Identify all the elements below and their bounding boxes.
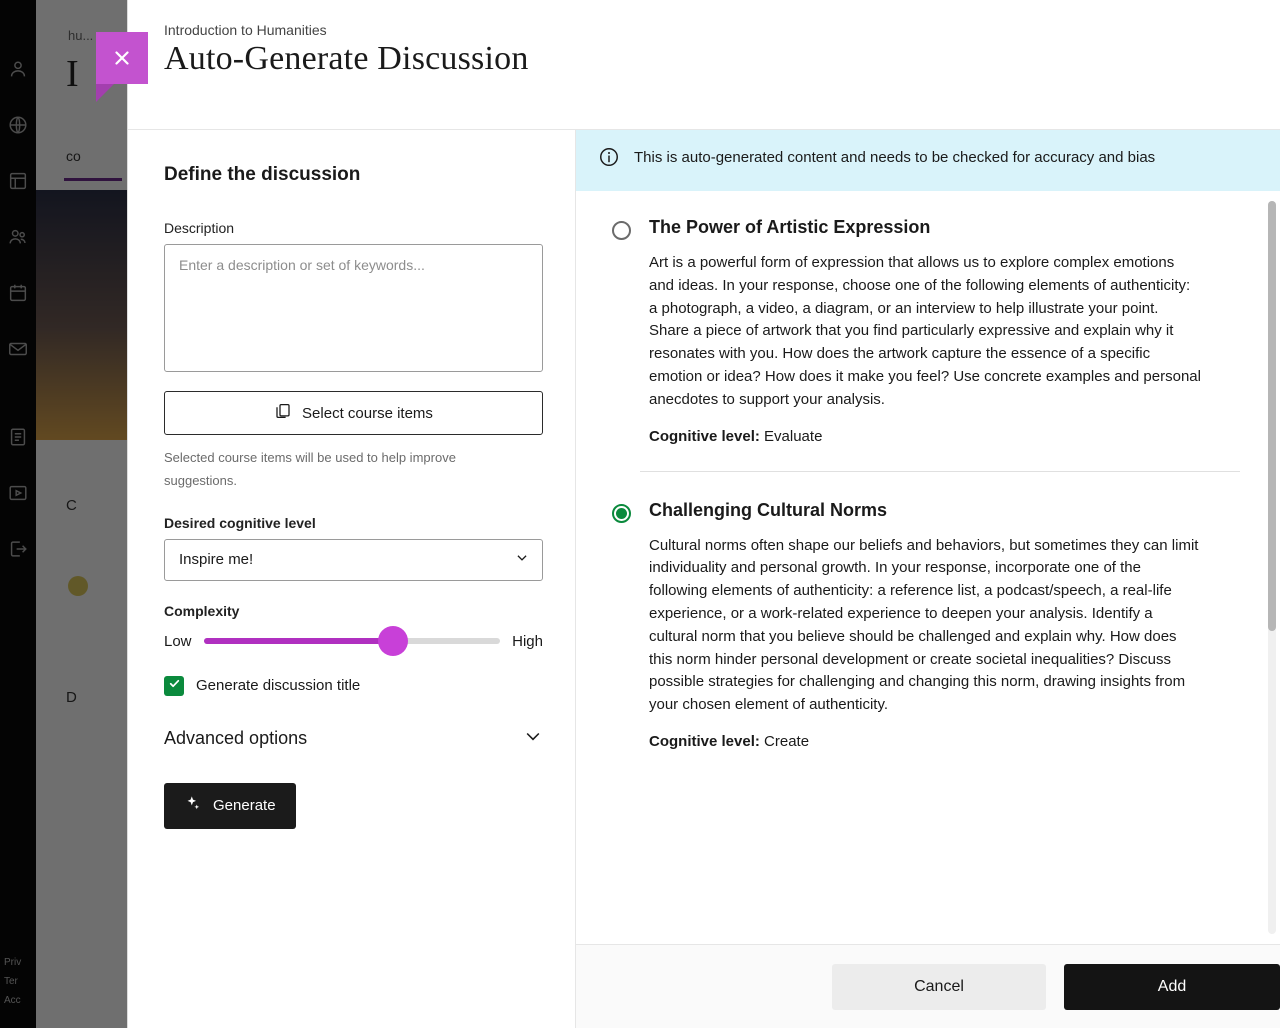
complexity-slider-fill — [204, 638, 394, 644]
check-icon — [168, 677, 181, 695]
auto-generated-notice — [576, 130, 1280, 191]
suggestions-panel — [576, 130, 1280, 1028]
chevron-down-icon — [523, 726, 543, 751]
generate-title-checkbox-row[interactable] — [164, 676, 539, 696]
modal-footer — [576, 944, 1280, 1028]
panel-heading: Define the discussion — [164, 164, 361, 185]
modal-header — [128, 0, 1280, 130]
advanced-options-label: Advanced options — [164, 727, 308, 748]
copy-icon — [274, 402, 292, 424]
generate-button-label: Generate — [213, 797, 276, 815]
description-input[interactable] — [164, 244, 543, 372]
list-item[interactable] — [612, 217, 1240, 471]
modal-body — [128, 130, 1280, 1028]
complexity-slider-thumb[interactable] — [378, 626, 408, 656]
close-button[interactable] — [96, 32, 148, 84]
scrollbar-thumb[interactable] — [1268, 201, 1276, 631]
generate-button[interactable] — [164, 783, 296, 829]
suggestion-radio-selected[interactable] — [612, 504, 631, 523]
cognitive-level-value: Create — [764, 732, 810, 750]
suggestion-body: Cultural norms often shape our beliefs and behaviors, but sometimes they can limit individuality and personal growth. In your response, incorporate one of the following elements of authenticity: a reference list, a podcast/speech, a real-life experience, or a work-related experience to deepen your analysis. Identify a cultural norm that you believe should be challenged and explain why. How does this norm hinder personal development or create societal inequalities? Discuss possible strategies for challenging and changing this norm, drawing insights from your chosen element of authenticity. — [649, 536, 1199, 714]
select-course-items-label: Select course items — [302, 404, 433, 422]
add-button[interactable]: Add — [1064, 964, 1280, 1010]
list-item[interactable] — [612, 500, 1240, 776]
suggestions-scrollbar[interactable] — [1268, 201, 1276, 934]
close-icon — [111, 47, 133, 69]
complexity-slider-row — [164, 633, 543, 650]
complexity-low-label: Low — [164, 632, 192, 650]
suggestion-body: Art is a powerful form of expression that allows us to explore complex emotions and ideas. In your response, choose one of the following elements of authenticity: a photograph, a video, a diagram, or an interview to help illustrate your point. Share a piece of artwork that you find particularly expressive and explain why it resonates with you. How does the artwork capture the essence of a specific emotion or idea? How does it make you feel? Use concrete examples and personal anecdotes to support your analysis. — [649, 254, 1201, 408]
suggestion-cognitive-level — [649, 733, 1201, 750]
cognitive-level-key: Cognitive level: — [649, 732, 760, 750]
notice-text: This is auto-generated content and needs to be checked for accuracy and bias — [634, 149, 1156, 166]
cognitive-level-label: Desired cognitive level — [164, 514, 316, 531]
complexity-high-label: High — [512, 632, 543, 650]
suggestion-title: The Power of Artistic Expression — [649, 217, 931, 237]
course-items-helper-text: Selected course items will be used to help improve suggestions. — [164, 450, 456, 489]
cancel-button[interactable]: Cancel — [832, 964, 1046, 1010]
generate-title-checkbox[interactable] — [164, 676, 184, 696]
info-icon — [598, 146, 620, 173]
complexity-slider-track[interactable] — [204, 638, 501, 644]
suggestion-radio[interactable] — [612, 221, 631, 240]
complexity-label: Complexity — [164, 602, 240, 619]
suggestion-list — [576, 191, 1280, 944]
cognitive-level-value: Evaluate — [764, 427, 823, 445]
cognitive-level-select-wrap — [164, 539, 543, 581]
cognitive-level-select[interactable]: Inspire me! — [164, 539, 543, 581]
suggestion-title: Challenging Cultural Norms — [649, 499, 888, 520]
description-label: Description — [164, 220, 235, 236]
list-divider — [640, 471, 1240, 472]
select-course-items-button[interactable] — [164, 391, 543, 435]
modal-title: Auto-Generate Discussion — [164, 40, 529, 77]
advanced-options-toggle[interactable] — [164, 726, 543, 751]
generate-title-label: Generate discussion title — [196, 677, 361, 695]
cognitive-level-key: Cognitive level: — [649, 427, 760, 445]
modal-eyebrow: Introduction to Humanities — [164, 22, 327, 38]
define-discussion-panel — [128, 130, 576, 1028]
sparkle-icon — [184, 795, 201, 816]
suggestion-cognitive-level — [649, 428, 1201, 445]
auto-generate-discussion-modal — [128, 0, 1280, 1028]
